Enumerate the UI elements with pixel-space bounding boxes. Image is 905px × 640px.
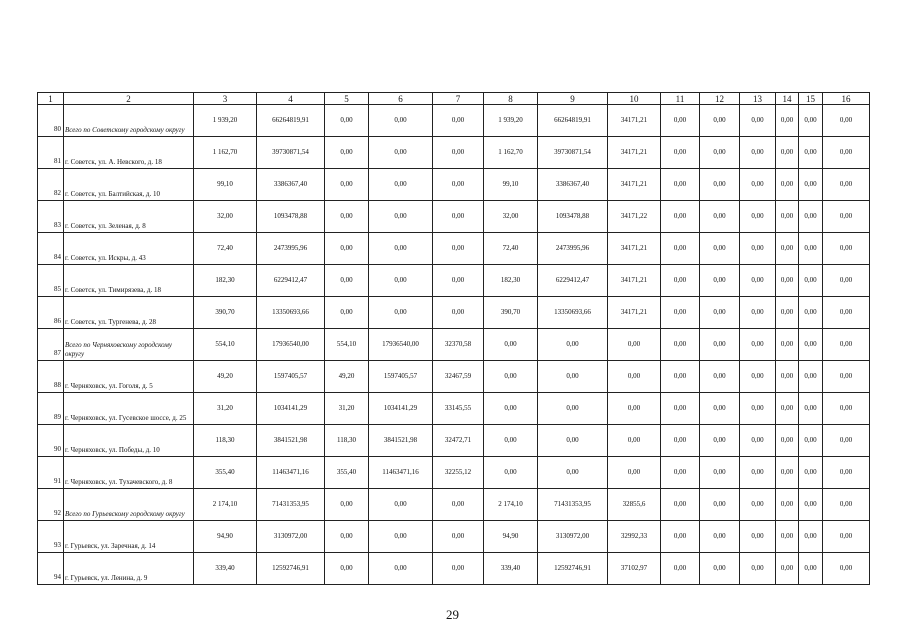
table-cell: 0,00 [661, 105, 700, 137]
column-header: 4 [257, 93, 325, 105]
table-cell: 0,00 [700, 457, 740, 489]
table-cell: 0,00 [661, 137, 700, 169]
table-cell: 0,00 [740, 137, 776, 169]
table-cell: 1093478,88 [538, 201, 608, 233]
table-cell: 0,00 [538, 361, 608, 393]
table-cell: 0,00 [740, 521, 776, 553]
table-cell: 0,00 [823, 393, 870, 425]
table-cell: 118,30 [194, 425, 257, 457]
table-cell: 0,00 [740, 489, 776, 521]
table-cell: 1034141,29 [257, 393, 325, 425]
table-cell: 33145,55 [433, 393, 484, 425]
table-cell: 0,00 [776, 137, 799, 169]
address-name: г. Черняховск, ул. Тухачевского, д. 8 [64, 457, 194, 489]
table-cell: 0,00 [799, 105, 823, 137]
table-cell: 0,00 [799, 201, 823, 233]
table-cell: 0,00 [823, 457, 870, 489]
table-cell: 182,30 [194, 265, 257, 297]
table-cell: 0,00 [823, 425, 870, 457]
table-cell: 0,00 [799, 489, 823, 521]
column-header: 3 [194, 93, 257, 105]
header-row [38, 93, 870, 105]
address-name: г. Советск, ул. Тургенева, д. 28 [64, 297, 194, 329]
table-cell: 0,00 [740, 297, 776, 329]
table-cell: 0,00 [369, 233, 433, 265]
table-cell: 0,00 [823, 297, 870, 329]
table-cell: 0,00 [325, 297, 369, 329]
table-cell: 94,90 [484, 521, 538, 553]
table-cell: 0,00 [538, 457, 608, 489]
table-cell: 0,00 [776, 233, 799, 265]
table-cell: 0,00 [433, 489, 484, 521]
table-cell: 118,30 [325, 425, 369, 457]
table-cell: 0,00 [799, 553, 823, 585]
table-cell: 339,40 [194, 553, 257, 585]
table-cell: 0,00 [740, 169, 776, 201]
column-header: 16 [823, 93, 870, 105]
table-cell: 39730871,54 [257, 137, 325, 169]
table-cell: 0,00 [538, 425, 608, 457]
table-cell: 3841521,98 [257, 425, 325, 457]
table-cell: 49,20 [325, 361, 369, 393]
table-cell: 0,00 [484, 361, 538, 393]
column-header: 2 [64, 93, 194, 105]
row-number: 84 [38, 233, 64, 265]
table-cell: 0,00 [700, 137, 740, 169]
table-cell: 3386367,40 [538, 169, 608, 201]
row-number: 85 [38, 265, 64, 297]
table-cell: 0,00 [823, 553, 870, 585]
table-cell: 0,00 [799, 361, 823, 393]
table-cell: 0,00 [325, 521, 369, 553]
table-cell: 0,00 [740, 201, 776, 233]
table-row [38, 489, 870, 521]
table-cell: 1597405,57 [369, 361, 433, 393]
district-total-name: Всего по Советскому городскому округу [64, 105, 194, 137]
table-cell: 0,00 [484, 329, 538, 361]
table-cell: 0,00 [325, 233, 369, 265]
table-cell: 390,70 [194, 297, 257, 329]
table-cell: 0,00 [661, 297, 700, 329]
table-cell: 0,00 [484, 425, 538, 457]
table-cell: 2473995,96 [538, 233, 608, 265]
table-cell: 182,30 [484, 265, 538, 297]
table-cell: 99,10 [484, 169, 538, 201]
table-cell: 32370,58 [433, 329, 484, 361]
address-name: г. Советск, ул. Зеленая, д. 8 [64, 201, 194, 233]
table-cell: 0,00 [661, 169, 700, 201]
table-cell: 37102,97 [608, 553, 661, 585]
address-name: г. Гурьевск, ул. Ленина, д. 9 [64, 553, 194, 585]
table-cell: 0,00 [776, 297, 799, 329]
table-cell: 11463471,16 [257, 457, 325, 489]
row-number: 90 [38, 425, 64, 457]
address-name: г. Гурьевск, ул. Заречная, д. 14 [64, 521, 194, 553]
address-name: г. Советск, ул. Искры, д. 43 [64, 233, 194, 265]
table-cell: 3386367,40 [257, 169, 325, 201]
table-cell: 71431353,95 [257, 489, 325, 521]
table-cell: 554,10 [194, 329, 257, 361]
table-cell: 0,00 [433, 169, 484, 201]
table-cell: 0,00 [700, 489, 740, 521]
table-cell: 0,00 [799, 137, 823, 169]
table-cell: 0,00 [740, 265, 776, 297]
table-cell: 0,00 [740, 425, 776, 457]
table-row [38, 105, 870, 137]
table-cell: 0,00 [776, 265, 799, 297]
table-cell: 0,00 [369, 137, 433, 169]
table-cell: 3841521,98 [369, 425, 433, 457]
table-cell: 0,00 [369, 521, 433, 553]
table-cell: 0,00 [776, 105, 799, 137]
table-cell: 1 939,20 [194, 105, 257, 137]
table-cell: 0,00 [740, 329, 776, 361]
table-cell: 0,00 [776, 393, 799, 425]
table-cell: 0,00 [776, 201, 799, 233]
table-cell: 0,00 [799, 265, 823, 297]
table-cell: 0,00 [661, 329, 700, 361]
table-row [38, 297, 870, 329]
row-number: 82 [38, 169, 64, 201]
table-cell: 0,00 [661, 233, 700, 265]
table-cell: 3130972,00 [538, 521, 608, 553]
table-cell: 0,00 [661, 361, 700, 393]
table-cell: 34171,21 [608, 169, 661, 201]
table-cell: 1093478,88 [257, 201, 325, 233]
district-total-name: Всего по Черняховскому городскому округу [64, 329, 194, 361]
table-row [38, 233, 870, 265]
table-cell: 0,00 [700, 201, 740, 233]
table-cell: 34171,21 [608, 233, 661, 265]
table-cell: 0,00 [369, 297, 433, 329]
column-header: 12 [700, 93, 740, 105]
table-cell: 0,00 [740, 553, 776, 585]
table-cell: 0,00 [369, 489, 433, 521]
table-cell: 99,10 [194, 169, 257, 201]
table-cell: 34171,21 [608, 297, 661, 329]
row-number: 92 [38, 489, 64, 521]
table-cell: 0,00 [369, 105, 433, 137]
row-number: 87 [38, 329, 64, 361]
row-number: 88 [38, 361, 64, 393]
table-cell: 0,00 [433, 105, 484, 137]
table-cell: 32472,71 [433, 425, 484, 457]
table-cell: 0,00 [484, 457, 538, 489]
row-number: 86 [38, 297, 64, 329]
address-name: г. Советск, ул. Балтийская, д. 10 [64, 169, 194, 201]
table-cell: 0,00 [799, 329, 823, 361]
table-cell: 32855,6 [608, 489, 661, 521]
table-cell: 0,00 [369, 169, 433, 201]
table-cell: 39730871,54 [538, 137, 608, 169]
table-cell: 0,00 [700, 329, 740, 361]
table-cell: 0,00 [700, 521, 740, 553]
table-cell: 13350693,66 [538, 297, 608, 329]
table-cell: 0,00 [661, 265, 700, 297]
column-header: 7 [433, 93, 484, 105]
table-cell: 0,00 [538, 393, 608, 425]
table-cell: 94,90 [194, 521, 257, 553]
table-cell: 0,00 [661, 521, 700, 553]
table-cell: 0,00 [433, 201, 484, 233]
table-cell: 0,00 [661, 425, 700, 457]
table-cell: 0,00 [776, 425, 799, 457]
table-body [38, 93, 870, 585]
table-cell: 0,00 [823, 489, 870, 521]
table-cell: 0,00 [325, 169, 369, 201]
table-cell: 0,00 [608, 425, 661, 457]
table-cell: 0,00 [661, 457, 700, 489]
table-row [38, 393, 870, 425]
table-cell: 32,00 [484, 201, 538, 233]
table-row [38, 169, 870, 201]
table-cell: 0,00 [823, 201, 870, 233]
address-name: г. Советск, ул. А. Невского, д. 18 [64, 137, 194, 169]
table-cell: 0,00 [799, 169, 823, 201]
table-cell: 339,40 [484, 553, 538, 585]
table-cell: 66264819,91 [257, 105, 325, 137]
row-number: 83 [38, 201, 64, 233]
table-cell: 66264819,91 [538, 105, 608, 137]
table-cell: 0,00 [740, 233, 776, 265]
table-cell: 0,00 [369, 553, 433, 585]
table-cell: 390,70 [484, 297, 538, 329]
table-cell: 0,00 [700, 105, 740, 137]
table-cell: 0,00 [776, 329, 799, 361]
table-cell: 0,00 [823, 169, 870, 201]
row-number: 81 [38, 137, 64, 169]
row-number: 93 [38, 521, 64, 553]
row-number: 80 [38, 105, 64, 137]
table-cell: 0,00 [700, 265, 740, 297]
column-header: 1 [38, 93, 64, 105]
table-cell: 0,00 [661, 393, 700, 425]
table-cell: 0,00 [433, 553, 484, 585]
table-cell: 17936540,00 [257, 329, 325, 361]
table-row [38, 329, 870, 361]
table-cell: 31,20 [194, 393, 257, 425]
table-cell: 554,10 [325, 329, 369, 361]
table-cell: 0,00 [799, 393, 823, 425]
table-cell: 72,40 [484, 233, 538, 265]
table-cell: 2 174,10 [484, 489, 538, 521]
table-row [38, 265, 870, 297]
table-row [38, 521, 870, 553]
table-cell: 49,20 [194, 361, 257, 393]
table-cell: 0,00 [325, 105, 369, 137]
row-number: 89 [38, 393, 64, 425]
table-cell: 0,00 [799, 425, 823, 457]
table-cell: 0,00 [369, 265, 433, 297]
address-name: г. Черняховск, ул. Гоголя, д. 5 [64, 361, 194, 393]
table-cell: 0,00 [433, 297, 484, 329]
table-cell: 0,00 [433, 265, 484, 297]
table-cell: 0,00 [700, 297, 740, 329]
table-cell: 34171,21 [608, 265, 661, 297]
column-header: 10 [608, 93, 661, 105]
table-cell: 0,00 [799, 233, 823, 265]
table-cell: 0,00 [823, 329, 870, 361]
table-cell: 0,00 [700, 169, 740, 201]
table-cell: 1 162,70 [484, 137, 538, 169]
table-cell: 32,00 [194, 201, 257, 233]
table-cell: 0,00 [823, 265, 870, 297]
table-cell: 13350693,66 [257, 297, 325, 329]
table-cell: 0,00 [700, 425, 740, 457]
column-header: 14 [776, 93, 799, 105]
table-cell: 6229412,47 [538, 265, 608, 297]
table-cell: 31,20 [325, 393, 369, 425]
table-cell: 0,00 [325, 137, 369, 169]
column-header: 9 [538, 93, 608, 105]
table-cell: 355,40 [325, 457, 369, 489]
table-cell: 12592746,91 [257, 553, 325, 585]
table-cell: 0,00 [776, 169, 799, 201]
column-header: 8 [484, 93, 538, 105]
table-cell: 0,00 [740, 105, 776, 137]
table-cell: 17936540,00 [369, 329, 433, 361]
table-cell: 6229412,47 [257, 265, 325, 297]
column-header: 6 [369, 93, 433, 105]
table-cell: 0,00 [661, 553, 700, 585]
data-table [37, 92, 870, 585]
table-cell: 0,00 [776, 489, 799, 521]
table-row [38, 457, 870, 489]
table-cell: 0,00 [538, 329, 608, 361]
table-row [38, 137, 870, 169]
table-cell: 0,00 [740, 361, 776, 393]
table-cell: 355,40 [194, 457, 257, 489]
table-cell: 2 174,10 [194, 489, 257, 521]
address-name: г. Черняховск, ул. Победы, д. 10 [64, 425, 194, 457]
column-header: 5 [325, 93, 369, 105]
table-cell: 0,00 [608, 457, 661, 489]
table-cell: 0,00 [823, 521, 870, 553]
table-cell: 2473995,96 [257, 233, 325, 265]
table-cell: 1 939,20 [484, 105, 538, 137]
table-row [38, 201, 870, 233]
table-cell: 12592746,91 [538, 553, 608, 585]
table-cell: 0,00 [325, 489, 369, 521]
row-number: 94 [38, 553, 64, 585]
table-cell: 32255,12 [433, 457, 484, 489]
table-cell: 1034141,29 [369, 393, 433, 425]
table-cell: 32992,33 [608, 521, 661, 553]
table-cell: 34171,22 [608, 201, 661, 233]
table-cell: 0,00 [823, 361, 870, 393]
row-number: 91 [38, 457, 64, 489]
table-cell: 0,00 [608, 329, 661, 361]
table-cell: 0,00 [700, 361, 740, 393]
table-cell: 0,00 [433, 521, 484, 553]
table-cell: 0,00 [799, 521, 823, 553]
table-cell: 0,00 [433, 137, 484, 169]
table-cell: 0,00 [661, 489, 700, 521]
table-cell: 1 162,70 [194, 137, 257, 169]
table-cell: 0,00 [484, 393, 538, 425]
table-cell: 3130972,00 [257, 521, 325, 553]
table-cell: 0,00 [799, 297, 823, 329]
table-cell: 1597405,57 [257, 361, 325, 393]
table-cell: 32467,59 [433, 361, 484, 393]
table-cell: 0,00 [608, 361, 661, 393]
table-cell: 0,00 [700, 393, 740, 425]
column-header: 13 [740, 93, 776, 105]
table-cell: 0,00 [823, 233, 870, 265]
table-cell: 0,00 [325, 553, 369, 585]
table-cell: 0,00 [740, 393, 776, 425]
district-total-name: Всего по Гурьевскому городскому округу [64, 489, 194, 521]
table-cell: 0,00 [776, 521, 799, 553]
table-cell: 34171,21 [608, 105, 661, 137]
table-cell: 0,00 [740, 457, 776, 489]
table-cell: 34171,21 [608, 137, 661, 169]
table-cell: 0,00 [776, 457, 799, 489]
address-name: г. Советск, ул. Тимирязева, д. 18 [64, 265, 194, 297]
table-cell: 0,00 [700, 553, 740, 585]
table-cell: 0,00 [661, 201, 700, 233]
table-cell: 0,00 [369, 201, 433, 233]
table-cell: 0,00 [325, 201, 369, 233]
table-row [38, 425, 870, 457]
table-cell: 0,00 [776, 553, 799, 585]
table-cell: 0,00 [823, 137, 870, 169]
table-cell: 0,00 [325, 265, 369, 297]
table-cell: 0,00 [608, 393, 661, 425]
table-cell: 11463471,16 [369, 457, 433, 489]
table-cell: 72,40 [194, 233, 257, 265]
column-header: 15 [799, 93, 823, 105]
table-cell: 0,00 [700, 233, 740, 265]
table-row [38, 361, 870, 393]
table-cell: 0,00 [433, 233, 484, 265]
table-cell: 0,00 [776, 361, 799, 393]
page-number: 29 [446, 607, 459, 622]
table-row [38, 553, 870, 585]
table-cell: 0,00 [823, 105, 870, 137]
address-name: г. Черняховск, ул. Гусевское шоссе, д. 25 [64, 393, 194, 425]
column-header: 11 [661, 93, 700, 105]
table-cell: 0,00 [799, 457, 823, 489]
table-cell: 71431353,95 [538, 489, 608, 521]
